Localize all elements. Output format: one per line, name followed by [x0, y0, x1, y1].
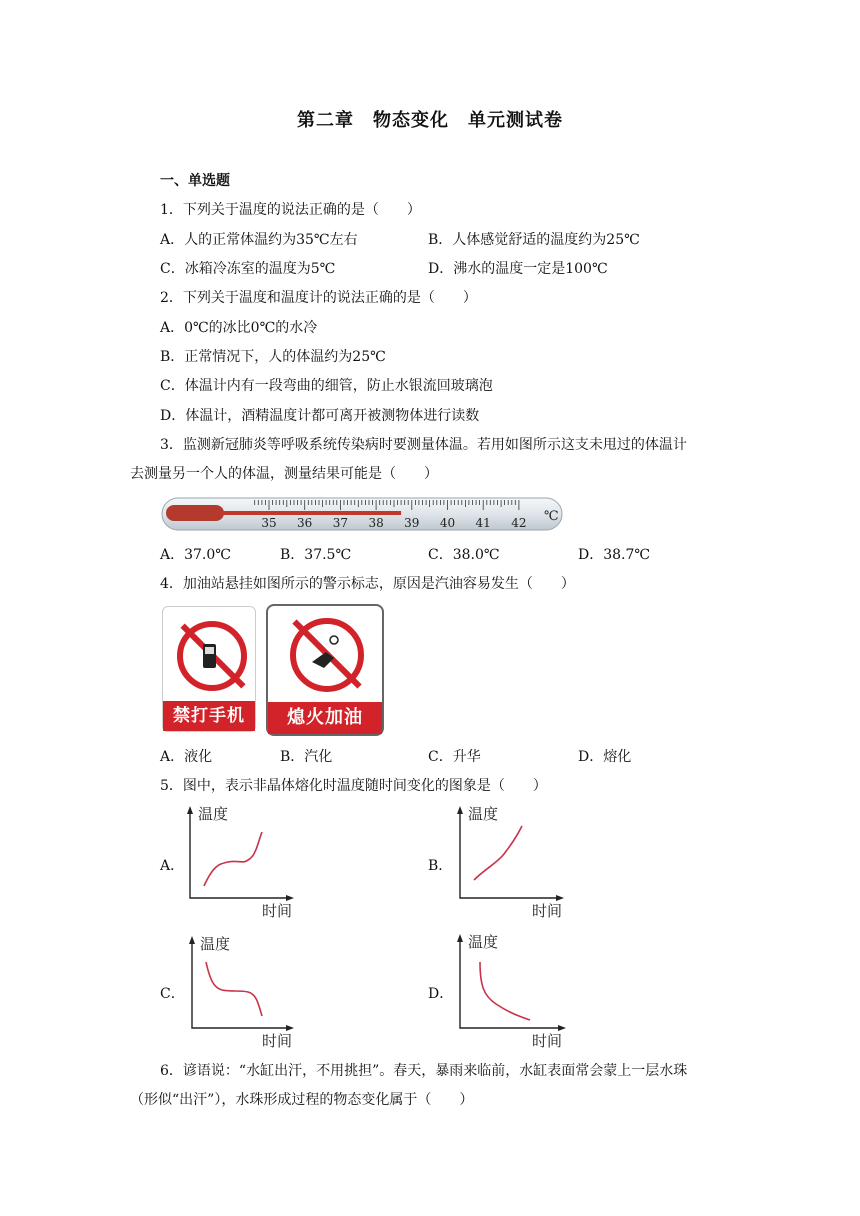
question-5-option-c: C． [160, 986, 185, 1002]
scale-label: 42 [511, 516, 527, 530]
scale-label: 37 [332, 516, 349, 530]
question-4-option-c: C．升华 [428, 749, 481, 765]
scale-label: 36 [297, 516, 313, 530]
question-6-stem-line1: 6．谚语说：“水缸出汗，不用挑担”。春天，暴雨来临前，水缸表面常会蒙上一层水珠 [160, 1063, 688, 1079]
question-5-option-d: D． [428, 986, 454, 1002]
sign-caption-no-phone: 禁打手机 [163, 701, 255, 731]
graph-b-x-label: 时间 [532, 902, 563, 920]
graph-a-curve [204, 832, 262, 886]
question-4-option-d: D．熔化 [578, 749, 632, 765]
graph-d [446, 930, 568, 1050]
graph-d-curve [480, 962, 530, 1020]
no-phone-sign [162, 606, 256, 732]
graph-b [446, 802, 566, 920]
thermometer-figure [160, 494, 566, 534]
question-1-option-b: B．人体感觉舒适的温度约为25℃ [428, 232, 640, 248]
question-3-option-b: B．37.5℃ [280, 547, 352, 563]
question-1-option-d: D．沸水的温度一定是100℃ [428, 261, 608, 277]
thermometer-bulb [166, 505, 224, 521]
question-3-option-c: C．38.0℃ [428, 547, 500, 563]
question-5-option-a: A． [160, 858, 185, 874]
question-1-stem: 1．下列关于温度的说法正确的是（ ） [160, 202, 421, 218]
graph-a-y-label: 温度 [198, 805, 229, 823]
question-4-stem: 4．加油站悬挂如图所示的警示标志，原因是汽油容易发生（ ） [160, 576, 575, 592]
question-4-option-b: B．汽化 [280, 749, 333, 765]
scale-label: 40 [439, 516, 456, 530]
scale-label: 41 [475, 516, 491, 530]
question-1-option-a: A．人的正常体温约为35℃左右 [160, 232, 358, 248]
graph-b-axes [460, 810, 560, 898]
phone-icon [197, 641, 223, 671]
question-3-option-a: A．37.0℃ [160, 547, 231, 563]
scale-label: 39 [404, 516, 420, 530]
graph-c-axes [192, 940, 290, 1028]
question-3-stem-line1: 3．监测新冠肺炎等呼吸系统传染病时要测量体温。若用如图所示这支未甩过的体温计 [160, 437, 687, 453]
page-title: 第二章 物态变化 单元测试卷 [297, 110, 563, 131]
fuel-off-sign [266, 604, 384, 736]
graph-b-y-label: 温度 [468, 805, 499, 823]
question-3-stem-line2: 去测量另一个人的体温，测量结果可能是（ ） [130, 466, 438, 482]
graph-a [178, 802, 298, 920]
question-2-option-d: D．体温计，酒精温度计都可离开被测物体进行读数 [160, 408, 480, 424]
graph-d-y-label: 温度 [468, 933, 499, 951]
graph-c-x-label: 时间 [262, 1032, 293, 1050]
question-4-option-a: A．液化 [160, 749, 213, 765]
graph-d-axes [460, 938, 562, 1028]
section-heading: 一、单选题 [160, 173, 230, 189]
question-2-option-b: B．正常情况下，人的体温约为25℃ [160, 349, 386, 365]
fuel-nozzle-icon [304, 632, 350, 676]
question-2-stem: 2．下列关于温度和温度计的说法正确的是（ ） [160, 290, 477, 306]
graph-b-curve [474, 826, 522, 880]
sign-caption-fuel-off: 熄火加油 [268, 702, 382, 734]
scale-label: 38 [368, 516, 384, 530]
question-2-option-a: A．0℃的冰比0℃的水冷 [160, 320, 318, 336]
graph-d-x-label: 时间 [532, 1032, 563, 1050]
question-5-option-b: B． [428, 858, 453, 874]
question-2-option-c: C．体温计内有一段弯曲的细管，防止水银流回玻璃泡 [160, 378, 493, 394]
thermometer-unit: ℃ [544, 509, 559, 524]
question-1-option-c: C．冰箱冷冻室的温度为5℃ [160, 261, 336, 277]
scale-label: 35 [261, 516, 277, 530]
question-6-stem-line2: （形似“出汗”），水珠形成过程的物态变化属于（ ） [130, 1092, 474, 1108]
graph-c-y-label: 温度 [200, 935, 231, 953]
graph-c [178, 932, 298, 1050]
question-5-stem: 5．图中，表示非晶体熔化时温度随时间变化的图象是（ ） [160, 778, 547, 794]
graph-c-curve [206, 962, 262, 1016]
question-3-option-d: D．38.7℃ [578, 547, 651, 563]
graph-a-x-label: 时间 [262, 902, 293, 920]
mercury-column [220, 511, 401, 515]
